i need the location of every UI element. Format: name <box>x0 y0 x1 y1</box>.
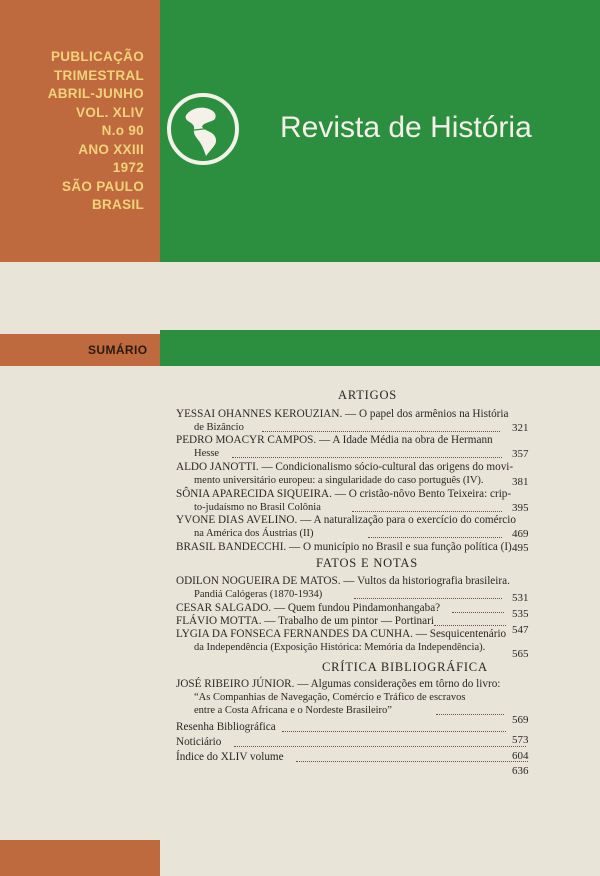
entry-line: FLÁVIO MOTTA. — Trabalho de um pintor — Portinari <box>176 615 434 627</box>
dot-leader <box>234 746 526 747</box>
page-number: 535 <box>512 608 529 620</box>
dot-leader <box>232 457 502 458</box>
page-number: 565 <box>512 648 529 660</box>
entry-line: to-judaísmo no Brasil Colônia <box>194 502 321 513</box>
entry-line: “As Companhias de Navegação, Comércio e Tráfico de escravos <box>194 692 466 703</box>
page-number: 547 <box>512 624 529 636</box>
page-number: 357 <box>512 448 529 460</box>
globe-americas-icon <box>166 92 240 166</box>
entry-line: SÔNIA APARECIDA SIQUEIRA. — O cristão-nôvo Bento Teixeira: crip- <box>176 488 512 500</box>
publication-line: N.o 90 <box>101 123 144 138</box>
entry-line: na América dos Áustrias (II) <box>194 528 314 539</box>
publication-line: SÃO PAULO <box>62 178 144 194</box>
publication-line: ABRIL-JUNHO <box>47 86 144 101</box>
journal-title: Revista de História <box>280 111 532 144</box>
section-title: CRÍTICA BIBLIOGRÁFICA <box>322 660 488 674</box>
page-number: 381 <box>512 476 529 488</box>
dot-leader <box>436 714 504 715</box>
section-title: ARTIGOS <box>338 388 398 402</box>
entry-line: entre a Costa Africana e o Nordeste Brasileiro” <box>194 705 392 716</box>
page-number: 636 <box>512 765 529 777</box>
page-number: 531 <box>512 592 529 604</box>
entry-line: BRASIL BANDECCHI. — O município no Brasil e sua função política (I). <box>176 541 515 553</box>
publication-line: PUBLICAÇÃO <box>51 49 144 64</box>
dot-leader <box>452 612 504 613</box>
dot-leader <box>354 598 502 599</box>
entry-line: JOSÉ RIBEIRO JÚNIOR. — Algumas considerações em tôrno do livro: <box>176 678 501 690</box>
entry-line: Noticiário <box>176 736 222 748</box>
page-number: 395 <box>512 502 529 514</box>
dot-leader <box>352 511 502 512</box>
entry-line: YESSAI OHANNES KEROUZIAN. — O papel dos armênios na História <box>176 408 509 420</box>
entry-line: Pandiá Calógeras (1870-1934) <box>194 589 323 600</box>
entry-line: ALDO JANOTTI. — Condicionalismo sócio-cultural das origens do movi- <box>176 461 514 473</box>
entry-line: Índice do XLIV volume <box>176 751 284 763</box>
dot-leader <box>282 731 506 732</box>
page-number: 569 <box>512 714 529 726</box>
dot-leader <box>296 761 528 762</box>
summary-green-band <box>160 330 600 366</box>
dot-leader <box>434 625 506 626</box>
page-number: 604 <box>512 750 529 762</box>
entry-line: YVONE DIAS AVELINO. — A naturalização para o exercício do comércio <box>176 514 516 526</box>
entry-line: LYGIA DA FONSECA FERNANDES DA CUNHA. — Sesquicentenário <box>176 628 507 640</box>
footer-orange-band <box>0 840 160 876</box>
entry-line: CESAR SALGADO. — Quem fundou Pindamonhangaba? <box>176 602 441 614</box>
page-number: 573 <box>512 734 529 746</box>
entry-line: PEDRO MOACYR CAMPOS. — A Idade Média na obra de Hermann <box>176 434 493 446</box>
dot-leader <box>262 431 500 432</box>
publication-line: BRASIL <box>91 197 144 212</box>
entry-line: Resenha Bibliográfica <box>176 721 276 733</box>
entry-line: Hesse <box>194 448 220 459</box>
publication-line: 1972 <box>112 160 144 175</box>
entry-line: mento universitário europeu: a singularidade do caso português (IV). <box>194 475 484 486</box>
publication-line: VOL. XLIV <box>76 104 144 120</box>
page-number: 495 <box>512 542 529 554</box>
publication-info <box>48 48 144 215</box>
publication-line: ANO XXIII <box>78 141 144 157</box>
entry-line: de Bizâncio <box>194 422 244 433</box>
page-number: 321 <box>512 422 529 434</box>
dot-leader <box>368 537 502 538</box>
summary-label: SUMÁRIO <box>88 343 148 357</box>
page-number: 469 <box>512 528 529 540</box>
entry-line: ODILON NOGUEIRA DE MATOS. — Vultos da historiografia brasileira. <box>176 575 510 587</box>
publication-line: TRIMESTRAL <box>54 67 144 83</box>
entry-line: da Independência (Exposição Histórica: Memória da Independência). <box>194 642 486 653</box>
section-title: FATOS E NOTAS <box>316 556 419 570</box>
